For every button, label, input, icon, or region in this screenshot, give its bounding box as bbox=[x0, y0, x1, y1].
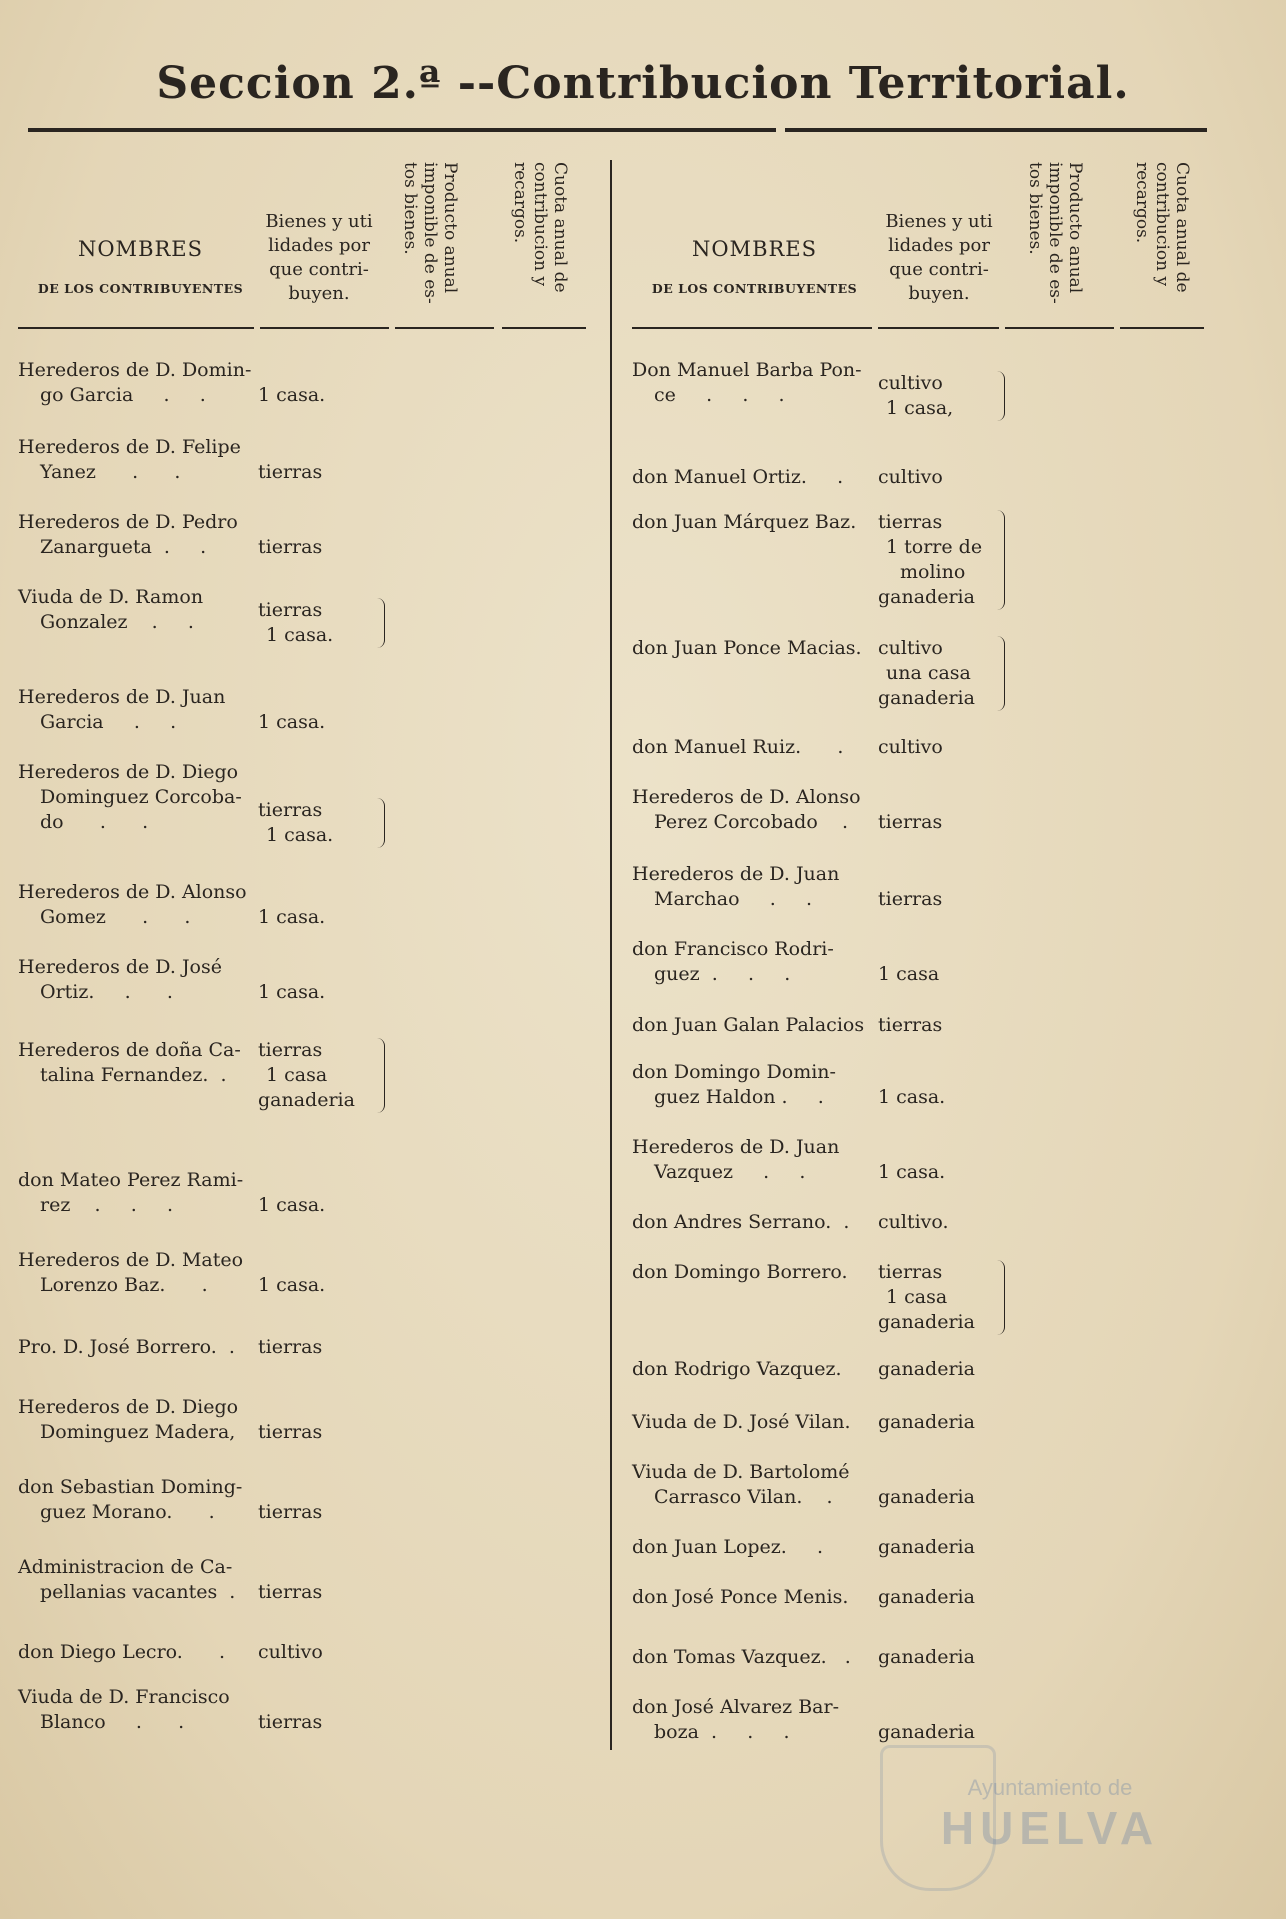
left-contributor-name bbox=[18, 1248, 243, 1298]
watermark-text: Ayuntamiento de bbox=[967, 1775, 1133, 1800]
left-bienes-cell bbox=[258, 1335, 322, 1360]
right-bienes-cell bbox=[878, 1210, 949, 1235]
left-bienes-cell bbox=[258, 1710, 322, 1735]
huelva-watermark: Ayuntamiento de HUELVA bbox=[880, 1775, 1220, 1865]
left-contributor-name-line: Zanargueta . . bbox=[40, 536, 207, 558]
right-header-rule bbox=[1005, 327, 1114, 329]
right-brace-icon bbox=[996, 636, 1005, 711]
left-contributor-name-line: rez . . . bbox=[40, 1194, 174, 1216]
right-bienes-cell bbox=[878, 1013, 942, 1038]
right-contributor-name bbox=[632, 1210, 849, 1235]
left-brace-icon bbox=[376, 1038, 385, 1113]
left-bienes-cell bbox=[258, 1640, 323, 1665]
left-header-nombres-label: NOMBRES bbox=[77, 237, 204, 261]
right-bienes-cell bbox=[878, 1260, 975, 1335]
left-bienes-line: 1 casa. bbox=[258, 1194, 326, 1216]
right-contributor-name bbox=[632, 862, 839, 912]
left-contributor-name bbox=[18, 1038, 241, 1088]
right-bienes-line: 1 casa, bbox=[886, 397, 954, 419]
left-contributor-name-line: Herederos de D. Mateo bbox=[18, 1249, 244, 1271]
left-bienes-line: tierras bbox=[258, 1501, 323, 1523]
right-contributor-name-line: Perez Corcobado . bbox=[654, 811, 848, 833]
left-bienes-cell bbox=[258, 798, 333, 848]
right-bienes-cell bbox=[878, 962, 939, 987]
left-header-producto-line: imponible de es- bbox=[420, 162, 440, 304]
right-bienes-cell bbox=[878, 1410, 975, 1435]
left-bienes-cell bbox=[258, 1038, 355, 1113]
right-bienes-cell bbox=[878, 810, 942, 835]
left-header-nombres-sub: DE LOS CONTRIBUYENTES bbox=[37, 281, 244, 296]
right-contributor-name-line: ce . . . bbox=[654, 384, 785, 406]
right-header-cuota-line: Cuota anual de bbox=[1172, 162, 1192, 293]
left-bienes-line: tierras bbox=[258, 461, 323, 483]
left-header-cuota-line: Cuota anual de bbox=[550, 162, 570, 293]
left-bienes-cell bbox=[258, 905, 325, 930]
left-contributor-name-line: Herederos de D. Diego bbox=[18, 1396, 239, 1418]
right-bienes-line: tierras bbox=[878, 888, 943, 910]
left-header-rule bbox=[395, 327, 494, 329]
right-contributor-name-line: Herederos de D. Alonso bbox=[632, 786, 861, 808]
left-contributor-name bbox=[18, 1475, 242, 1525]
right-header-bienes-line: buyen. bbox=[908, 283, 970, 304]
left-header-rule bbox=[18, 327, 254, 329]
left-contributor-name-line: Administracion de Ca- bbox=[18, 1556, 233, 1578]
left-contributor-name bbox=[18, 760, 242, 835]
right-bienes-line: tierras bbox=[878, 1261, 943, 1283]
left-bienes-line: 1 casa. bbox=[266, 824, 334, 846]
right-contributor-name-line: Marchao . . bbox=[654, 888, 812, 910]
left-contributor-name bbox=[18, 1335, 235, 1360]
left-brace-icon bbox=[376, 798, 385, 848]
left-bienes-line: ganaderia bbox=[258, 1089, 355, 1111]
right-contributor-name bbox=[632, 1535, 823, 1560]
right-contributor-name-line: don Domingo Domin- bbox=[632, 1061, 836, 1083]
center-divider bbox=[610, 160, 612, 1750]
right-header-cuota bbox=[1132, 162, 1192, 322]
right-contributor-name-line: don José Ponce Menis. bbox=[632, 1586, 849, 1608]
right-brace-icon bbox=[996, 510, 1005, 610]
coat-of-arms-icon bbox=[880, 1745, 996, 1891]
right-bienes-line: tierras bbox=[878, 1014, 943, 1036]
right-contributor-name bbox=[632, 1410, 851, 1435]
right-bienes-cell bbox=[878, 1645, 975, 1670]
right-bienes-line: cultivo bbox=[878, 372, 943, 394]
left-header-producto-line: Producto anual bbox=[440, 162, 460, 294]
right-contributor-name-line: don Manuel Ortiz. . bbox=[632, 466, 844, 488]
right-contributor-name bbox=[632, 358, 862, 408]
left-header-bienes bbox=[254, 210, 384, 306]
right-bienes-line: ganaderia bbox=[878, 1486, 975, 1508]
right-header-producto-line: tos bienes. bbox=[1025, 162, 1045, 255]
right-contributor-name-line: don Juan Lopez. . bbox=[632, 1536, 824, 1558]
right-header-rule bbox=[878, 327, 999, 329]
right-bienes-line: ganaderia bbox=[878, 1721, 975, 1743]
left-header-bienes-line: que contri- bbox=[269, 259, 369, 280]
right-bienes-line: ganaderia bbox=[878, 1358, 975, 1380]
right-contributor-name bbox=[632, 465, 843, 490]
right-bienes-line: ganaderia bbox=[878, 1646, 975, 1668]
right-bienes-cell bbox=[878, 510, 982, 610]
left-contributor-name-line: Blanco . . bbox=[40, 1711, 185, 1733]
left-contributor-name bbox=[18, 685, 225, 735]
left-bienes-line: tierras bbox=[258, 1581, 323, 1603]
right-header-rule bbox=[1120, 327, 1204, 329]
left-bienes-cell bbox=[258, 1500, 322, 1525]
right-header-producto-line: Producto anual bbox=[1065, 162, 1085, 294]
left-brace-icon bbox=[376, 598, 385, 648]
left-contributor-name bbox=[18, 435, 241, 485]
section-title: Seccion 2.ª --Contribucion Territorial. bbox=[156, 58, 1130, 109]
right-contributor-name bbox=[632, 937, 834, 987]
left-header-cuota-line: recargos. bbox=[510, 162, 530, 244]
left-bienes-cell bbox=[258, 383, 325, 408]
left-contributor-name bbox=[18, 585, 203, 635]
right-header-nombres-label: NOMBRES bbox=[691, 237, 818, 261]
right-contributor-name bbox=[632, 636, 862, 661]
right-bienes-line: cultivo. bbox=[878, 1211, 949, 1233]
left-header-bienes-line: lidades por bbox=[268, 235, 370, 256]
right-bienes-line: ganaderia bbox=[878, 1536, 975, 1558]
left-contributor-name-line: Ortiz. . . bbox=[40, 981, 173, 1003]
right-contributor-name-line: don Juan Galan Palacios bbox=[632, 1014, 865, 1036]
left-bienes-cell bbox=[258, 598, 333, 648]
left-contributor-name-line: Herederos de D. Felipe bbox=[18, 436, 241, 458]
right-bienes-cell bbox=[878, 1485, 975, 1510]
right-header-producto bbox=[1025, 162, 1085, 322]
right-contributor-name bbox=[632, 1060, 836, 1110]
right-bienes-cell bbox=[878, 465, 943, 490]
right-bienes-cell bbox=[878, 887, 942, 912]
right-bienes-cell bbox=[878, 371, 953, 421]
right-header-cuota-line: contribucion y bbox=[1152, 162, 1172, 287]
left-contributor-name-line: Herederos de doña Ca- bbox=[18, 1039, 241, 1061]
right-bienes-line: tierras bbox=[878, 811, 943, 833]
left-contributor-name bbox=[18, 1395, 238, 1445]
left-bienes-cell bbox=[258, 535, 322, 560]
left-bienes-line: cultivo bbox=[258, 1641, 323, 1663]
right-bienes-line: cultivo bbox=[878, 736, 943, 758]
left-bienes-line: 1 casa. bbox=[258, 1274, 326, 1296]
right-bienes-cell bbox=[878, 1585, 975, 1610]
left-contributor-name bbox=[18, 955, 222, 1005]
right-bienes-cell bbox=[878, 1357, 975, 1382]
left-contributor-name-line: go Garcia . . bbox=[40, 384, 206, 406]
right-bienes-line: una casa bbox=[886, 662, 971, 684]
left-bienes-cell bbox=[258, 1193, 325, 1218]
left-contributor-name-line: Herederos de D. José bbox=[18, 956, 222, 978]
right-bienes-line: ganaderia bbox=[878, 586, 975, 608]
right-bienes-line: ganaderia bbox=[878, 1411, 975, 1433]
left-contributor-name-line: Herederos de D. Pedro bbox=[18, 511, 238, 533]
left-header-nombres bbox=[18, 237, 263, 296]
right-bienes-line: 1 casa. bbox=[878, 1161, 946, 1183]
left-bienes-line: tierras bbox=[258, 799, 323, 821]
right-contributor-name-line: Herederos de D. Juan bbox=[632, 863, 840, 885]
left-contributor-name bbox=[18, 1555, 235, 1605]
left-contributor-name-line: don Diego Lecro. . bbox=[18, 1641, 226, 1663]
left-contributor-name-line: Pro. D. José Borrero. . bbox=[18, 1336, 235, 1358]
left-bienes-cell bbox=[258, 1580, 322, 1605]
right-contributor-name bbox=[632, 785, 861, 835]
left-header-rule bbox=[260, 327, 389, 329]
right-contributor-name-line: don Juan Márquez Baz. bbox=[632, 511, 857, 533]
left-header-cuota-line: contribucion y bbox=[530, 162, 550, 287]
left-bienes-line: tierras bbox=[258, 1039, 323, 1061]
right-contributor-name-line: don Rodrigo Vazquez. bbox=[632, 1358, 842, 1380]
left-contributor-name-line: Garcia . . bbox=[40, 711, 177, 733]
right-contributor-name bbox=[632, 1645, 851, 1670]
left-header-rule bbox=[502, 327, 586, 329]
right-header-bienes-line: lidades por bbox=[888, 235, 990, 256]
right-bienes-line: 1 casa. bbox=[878, 1086, 946, 1108]
right-bienes-line: 1 casa bbox=[878, 963, 940, 985]
left-bienes-line: 1 casa. bbox=[258, 906, 326, 928]
right-contributor-name bbox=[632, 1695, 839, 1745]
right-brace-icon bbox=[996, 1260, 1005, 1335]
right-bienes-cell bbox=[878, 1085, 945, 1110]
left-contributor-name-line: don Mateo Perez Rami- bbox=[18, 1169, 244, 1191]
right-contributor-name bbox=[632, 1135, 839, 1185]
right-contributor-name-line: don Tomas Vazquez. . bbox=[632, 1646, 851, 1668]
left-contributor-name bbox=[18, 1168, 243, 1218]
left-contributor-name-line: don Sebastian Doming- bbox=[18, 1476, 243, 1498]
left-contributor-name bbox=[18, 880, 247, 930]
left-bienes-line: 1 casa bbox=[266, 1064, 328, 1086]
right-bienes-line: cultivo bbox=[878, 637, 943, 659]
right-bienes-line: ganaderia bbox=[878, 687, 975, 709]
right-bienes-line: 1 casa bbox=[886, 1286, 948, 1308]
left-contributor-name bbox=[18, 358, 251, 408]
title-rule-right bbox=[785, 128, 1207, 132]
left-contributor-name-line: Herederos de D. Alonso bbox=[18, 881, 247, 903]
left-contributor-name bbox=[18, 510, 238, 560]
left-bienes-cell bbox=[258, 1420, 322, 1445]
right-contributor-name-line: don Domingo Borrero. bbox=[632, 1261, 848, 1283]
right-contributor-name bbox=[632, 1357, 842, 1382]
right-header-bienes bbox=[874, 210, 1004, 306]
right-contributor-name-line: don Andres Serrano. . bbox=[632, 1211, 850, 1233]
right-header-producto-line: imponible de es- bbox=[1045, 162, 1065, 304]
left-header-bienes-line: buyen. bbox=[288, 283, 350, 304]
left-header-cuota bbox=[510, 162, 570, 322]
left-contributor-name-line: Yanez . . bbox=[40, 461, 181, 483]
left-header-producto bbox=[400, 162, 460, 322]
left-contributor-name-line: Dominguez Corcoba- bbox=[40, 786, 242, 808]
right-bienes-line: 1 torre de bbox=[886, 536, 983, 558]
right-header-nombres-sub: DE LOS CONTRIBUYENTES bbox=[651, 281, 858, 296]
right-contributor-name bbox=[632, 1460, 850, 1510]
right-header-bienes-line: Bienes y uti bbox=[885, 211, 993, 232]
left-bienes-line: tierras bbox=[258, 599, 323, 621]
title-rule-left bbox=[28, 128, 776, 132]
left-contributor-name-line: do . . bbox=[40, 811, 149, 833]
right-bienes-cell bbox=[878, 735, 943, 760]
right-bienes-line: ganaderia bbox=[878, 1311, 975, 1333]
left-contributor-name-line: Dominguez Madera, bbox=[40, 1421, 236, 1443]
left-contributor-name-line: Viuda de D. Ramon bbox=[18, 586, 204, 608]
right-contributor-name-line: Vazquez . . bbox=[654, 1161, 806, 1183]
left-contributor-name-line: Viuda de D. Francisco bbox=[18, 1686, 230, 1708]
left-contributor-name-line: Herederos de D. Diego bbox=[18, 761, 239, 783]
left-contributor-name-line: talina Fernandez. . bbox=[40, 1064, 227, 1086]
left-bienes-line: tierras bbox=[258, 1711, 323, 1733]
right-bienes-cell bbox=[878, 636, 975, 711]
right-contributor-name-line: don Manuel Ruiz. . bbox=[632, 736, 844, 758]
left-contributor-name bbox=[18, 1685, 230, 1735]
right-contributor-name-line: don Francisco Rodri- bbox=[632, 938, 834, 960]
right-contributor-name-line: guez Haldon . . bbox=[654, 1086, 824, 1108]
right-contributor-name bbox=[632, 1013, 864, 1038]
right-contributor-name-line: boza . . . bbox=[654, 1721, 790, 1743]
right-bienes-cell bbox=[878, 1535, 975, 1560]
right-contributor-name-line: Don Manuel Barba Pon- bbox=[632, 359, 862, 381]
left-bienes-cell bbox=[258, 710, 325, 735]
right-contributor-name-line: Herederos de D. Juan bbox=[632, 1136, 840, 1158]
right-contributor-name-line: Carrasco Vilan. . bbox=[654, 1486, 833, 1508]
left-bienes-cell bbox=[258, 460, 322, 485]
right-contributor-name bbox=[632, 1585, 848, 1610]
left-bienes-line: tierras bbox=[258, 1336, 323, 1358]
right-header-nombres bbox=[632, 237, 877, 296]
right-contributor-name-line: Viuda de D. José Vilan. bbox=[632, 1411, 851, 1433]
left-bienes-line: tierras bbox=[258, 1421, 323, 1443]
left-contributor-name-line: Gonzalez . . bbox=[40, 611, 194, 633]
left-bienes-line: 1 casa. bbox=[258, 711, 326, 733]
left-header-producto-line: tos bienes. bbox=[400, 162, 420, 255]
right-bienes-line: ganaderia bbox=[878, 1586, 975, 1608]
left-bienes-cell bbox=[258, 980, 325, 1005]
right-bienes-line: cultivo bbox=[878, 466, 943, 488]
left-bienes-cell bbox=[258, 1273, 325, 1298]
right-bienes-line: tierras bbox=[878, 511, 943, 533]
right-header-cuota-line: recargos. bbox=[1132, 162, 1152, 244]
left-contributor-name-line: Gomez . . bbox=[40, 906, 191, 928]
right-header-bienes-line: que contri- bbox=[889, 259, 989, 280]
left-header-bienes-line: Bienes y uti bbox=[265, 211, 373, 232]
right-brace-icon bbox=[996, 371, 1005, 421]
right-contributor-name bbox=[632, 735, 843, 760]
left-contributor-name-line: Herederos de D. Juan bbox=[18, 686, 226, 708]
right-contributor-name-line: Viuda de D. Bartolomé bbox=[632, 1461, 850, 1483]
right-contributor-name-line: don Juan Ponce Macias. bbox=[632, 637, 862, 659]
right-contributor-name-line: guez . . . bbox=[654, 963, 791, 985]
right-bienes-cell bbox=[878, 1160, 945, 1185]
right-bienes-line: molino bbox=[900, 561, 966, 583]
left-contributor-name-line: pellanias vacantes . bbox=[40, 1581, 236, 1603]
right-bienes-cell bbox=[878, 1720, 975, 1745]
left-bienes-line: tierras bbox=[258, 536, 323, 558]
right-contributor-name bbox=[632, 510, 856, 535]
right-contributor-name bbox=[632, 1260, 848, 1285]
left-contributor-name-line: guez Morano. . bbox=[40, 1501, 215, 1523]
right-contributor-name-line: don José Alvarez Bar- bbox=[632, 1696, 839, 1718]
left-contributor-name-line: Lorenzo Baz. . bbox=[40, 1274, 208, 1296]
left-contributor-name-line: Herederos de D. Domin- bbox=[18, 359, 252, 381]
left-contributor-name bbox=[18, 1640, 225, 1665]
right-header-rule bbox=[632, 327, 872, 329]
left-bienes-line: 1 casa. bbox=[258, 981, 326, 1003]
left-bienes-line: 1 casa. bbox=[266, 624, 334, 646]
left-bienes-line: 1 casa. bbox=[258, 384, 326, 406]
